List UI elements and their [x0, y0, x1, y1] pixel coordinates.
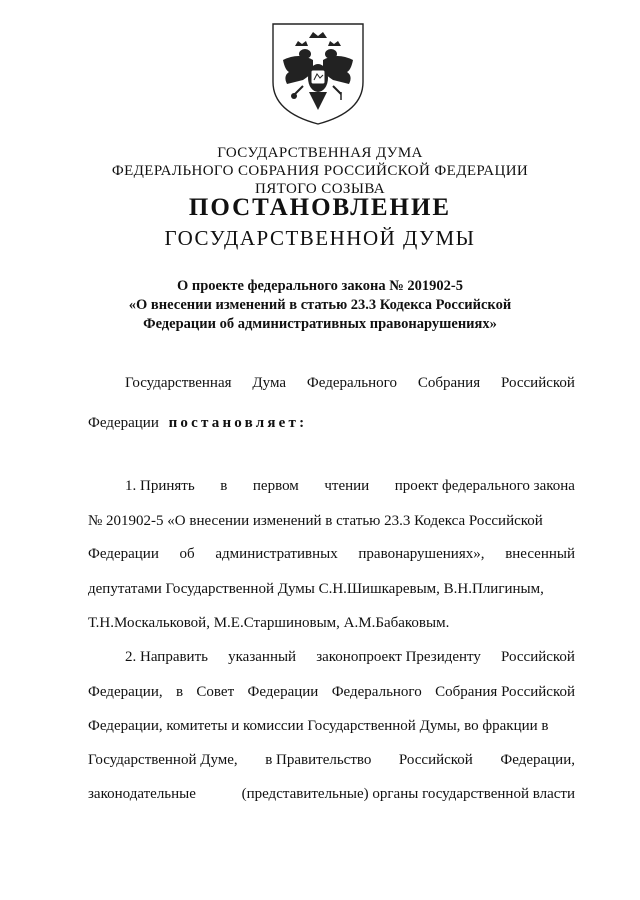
text-word: Федерации, — [88, 684, 163, 700]
text-word: 2. Направить — [125, 649, 208, 665]
text-word: Российской — [501, 649, 575, 665]
state-emblem-icon — [269, 20, 367, 128]
text-word: № 201902-5 «О внесении изменений в статью 23.3 Кодекса Российской — [88, 513, 543, 529]
text-word: внесенный — [505, 546, 575, 562]
header-convocation: ПЯТОГО СОЗЫВА — [254, 181, 386, 197]
subject-line-2: «О внесении изменений в статью 23.3 Кодекса Российской — [128, 297, 512, 313]
text-word: депутатами Государственной Думы С.Н.Шишкаревым, В.Н.Плигиным, — [88, 581, 544, 597]
text-word: 1. Принять — [125, 478, 195, 494]
text-word: Государственной Думе, — [88, 752, 238, 768]
text-word: в Правительство — [265, 752, 372, 768]
text-word: первом — [252, 478, 299, 494]
text-word: Совет — [196, 684, 235, 700]
text-word: Государственная — [125, 375, 232, 391]
text-word: об — [179, 546, 195, 562]
text-word: Федерального — [306, 375, 397, 391]
document-title: ПОСТАНОВЛЕНИЕ — [188, 194, 452, 221]
header-federal-assembly: ФЕДЕРАЛЬНОГО СОБРАНИЯ РОССИЙСКОЙ ФЕДЕРАЦИИ — [111, 163, 529, 179]
text-word: законопроект Президенту — [316, 649, 481, 665]
paragraph-2-line-3 — [88, 716, 575, 736]
paragraph-2-line-4 — [88, 750, 575, 770]
text-word: указанный — [228, 649, 297, 665]
text-word: в — [175, 684, 184, 700]
text-word: Федерации, — [500, 752, 575, 768]
text-word: проект федерального закона — [394, 478, 575, 494]
text-word: административных — [215, 546, 338, 562]
paragraph-1-line-4 — [88, 579, 575, 599]
text-word: чтении — [324, 478, 370, 494]
preamble-line-2 — [88, 413, 307, 433]
text-word: (представительные) органы государственной власти — [241, 786, 575, 802]
text-word: Федерации, комитеты и комиссии Государственной Думы, во фракции в — [88, 718, 549, 734]
text-word: Российской — [398, 752, 473, 768]
text-word: в — [220, 478, 228, 494]
preamble-line-1 — [125, 373, 575, 393]
paragraph-2-line-2 — [88, 682, 575, 702]
text-word: Федерации — [247, 684, 319, 700]
paragraph-1-line-3 — [88, 544, 575, 564]
paragraph-2-line-5 — [88, 784, 575, 804]
text-word: Российской — [501, 375, 575, 391]
text-word: правонарушениях», — [358, 546, 485, 562]
text-word: Собрания Российской — [435, 684, 575, 700]
text-word: Федерации — [88, 546, 159, 562]
paragraph-1-line-5: Т.Н.Москальковой, М.Е.Старшиновым, А.М.Бабаковым. — [88, 615, 450, 631]
preamble-text: Федерации — [88, 415, 159, 431]
paragraph-2-line-1 — [125, 647, 575, 667]
paragraph-1-line-1 — [125, 476, 575, 496]
text-word: Дума — [252, 375, 287, 391]
header-duma: ГОСУДАРСТВЕННАЯ ДУМА — [217, 145, 423, 161]
decree-word: постановляет: — [168, 415, 308, 431]
document-subtitle: ГОСУДАРСТВЕННОЙ ДУМЫ — [164, 226, 476, 250]
subject-line-3: Федерации об административных правонарушениях» — [143, 316, 497, 332]
paragraph-1-line-2 — [88, 511, 575, 531]
text-word: законодательные — [88, 786, 196, 802]
text-word: Собрания — [417, 375, 481, 391]
text-word: Федерального — [331, 684, 422, 700]
subject-line-1: О проекте федерального закона № 201902-5 — [176, 278, 464, 294]
